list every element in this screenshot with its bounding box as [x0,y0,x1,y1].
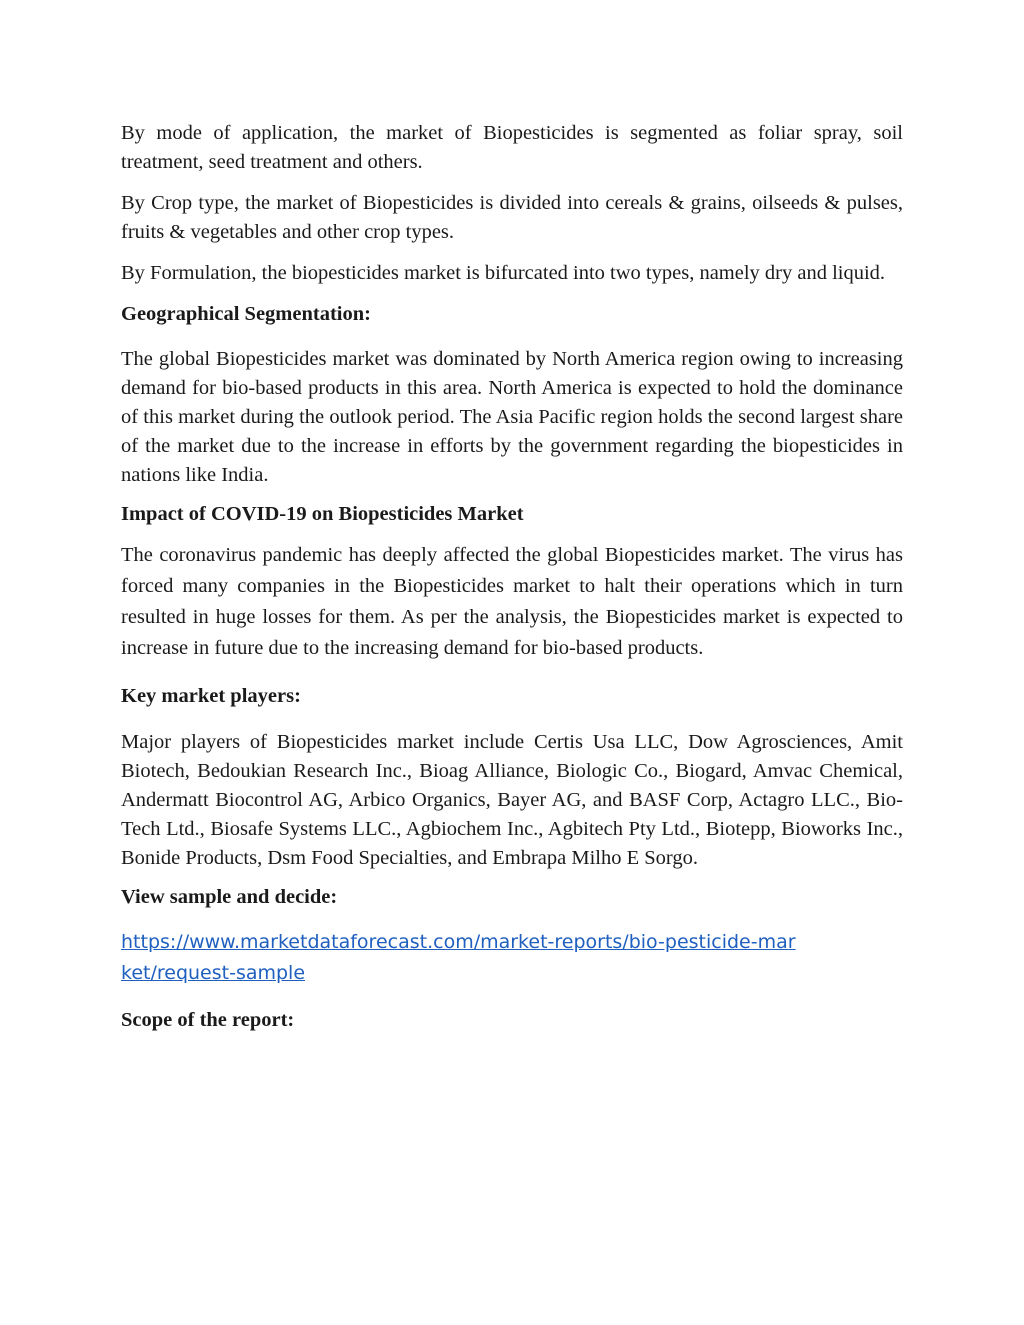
document-page [121,119,903,1035]
paragraph-key-players: Major players of Biopesticides market include Certis Usa LLC, Dow Agrosciences, Amit Biotech, Bedoukian Research Inc., Bioag Alliance, Biologic Co., Biogard, Amvac Chemical, Andermatt Biocontrol AG, Arbico Organics, Bayer AG, and BASF Corp, Actagro LLC., Bio-Tech Ltd., Biosafe Systems LLC., Agbiochem Inc., Agbitech Pty Ltd., Biotepp, Bioworks Inc., Bonide Products, Dsm Food Specialties, and Embrapa Milho E Sorgo. [121,731,903,869]
heading-key-market-players: Key market players: [121,685,301,707]
heading-covid-impact: Impact of COVID-19 on Biopesticides Market [121,503,524,525]
paragraph-application: By mode of application, the market of Biopesticides is segmented as foliar spray, soil treatment, seed treatment and others. [121,122,903,173]
paragraph-covid: The coronavirus pandemic has deeply affected the global Biopesticides market. The virus has forced many companies in the Biopesticides market to halt their operations which in turn resulted in huge losses for them. As per the analysis, the Biopesticides market is expected to increase in future due to the increasing demand for bio-based products. [121,544,903,659]
heading-scope-of-report: Scope of the report: [121,1009,295,1031]
request-sample-link[interactable]: https://www.marketdataforecast.com/market-reports/bio-pesticide-market/request-sample [121,931,796,984]
paragraph-crop-type: By Crop type, the market of Biopesticides is divided into cereals & grains, oilseeds & pulses, fruits & vegetables and other crop types. [121,192,903,243]
paragraph-geographical: The global Biopesticides market was dominated by North America region owing to increasing demand for bio-based products in this area. North America is expected to hold the dominance of this market during the outlook period. The Asia Pacific region holds the second largest share of the market due to the increase in efforts by the government regarding the biopesticides in nations like India. [121,348,903,486]
heading-geographical-segmentation: Geographical Segmentation: [121,303,371,325]
heading-view-sample: View sample and decide: [121,886,338,908]
paragraph-formulation: By Formulation, the biopesticides market is bifurcated into two types, namely dry and liquid. [121,262,886,284]
